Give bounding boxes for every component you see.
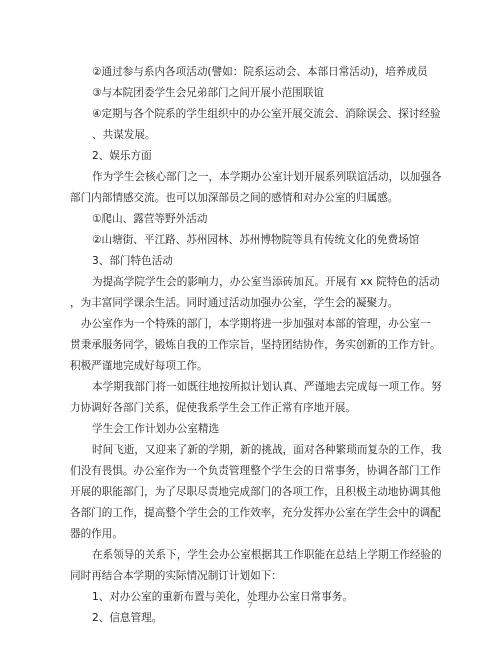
text-line: ①爬山、露营等野外活动: [92, 213, 208, 225]
text-line: 作为学生会核心部门之一，本学期办公室计划开展系列联谊活动，以加强各: [92, 171, 442, 183]
text-line: 积极严谨地完成好每项工作。: [70, 360, 208, 372]
text-line: 1、对办公室的重新布置与美化，处理办公室日常事务。: [92, 591, 353, 603]
text-line: ②山塘街、平江路、苏州园林、苏州博物院等具有传统文化的免费场馆: [92, 234, 420, 246]
text-line: 2、娱乐方面: [92, 150, 152, 162]
text-line: 部门内部情感交流。也可以加深部员之间的感情和对办公室的归属感。: [70, 192, 399, 204]
text-line: ④定期与各个院系的学生组织中的办公室开展交流会、消除误会、探讨经验: [92, 108, 441, 120]
text-line: ②通过参与系内各项活动(譬如：院系运动会、本部日常活动)，培养成员: [92, 66, 428, 78]
text-line: 同时再结合本学期的实际情况制订计划如下：: [70, 570, 282, 582]
text-line: 本学期我部门将一如既往地按所拟计划认真、严谨地去完成每一项工作。努: [92, 381, 442, 393]
text-line: 时间飞逝，又迎来了新的学期，新的挑战，面对各种繁琐而复杂的工作，我: [92, 444, 442, 456]
text-line: 器的作用。: [70, 528, 123, 540]
page-number: 7: [247, 601, 253, 610]
document-body: [70, 62, 442, 629]
text-line: 开展的职能部门，为了尽职尽责地完成部门的各项工作，且积极主动地协调其他: [70, 486, 441, 498]
text-line: 各部门的工作，提高整个学生会的工作效率，充分发挥办公室在学生会中的调配: [70, 507, 441, 519]
section-heading: 学生会工作计划办公室精选: [92, 423, 220, 435]
text-line: 们没有畏惧。办公室作为一个负责管理整个学生会的日常事务，协调各部门工作: [70, 465, 441, 477]
text-line: 、共谋发展。: [92, 129, 156, 141]
text-line: 贯秉承服务同学，锻炼自我的工作宗旨，坚持团结协作，务实创新的工作方针。: [70, 339, 441, 351]
text-line: 办公室作为一个特殊的部门，本学期将进一步加强对本部的管理，办公室一: [81, 318, 431, 330]
text-line: 在系领导的关系下，学生会办公室根据其工作职能在总结上学期工作经验的: [92, 549, 442, 561]
text-line: 为提高学院学生会的影响力，办公室当添砖加瓦。开展有 xx 院特色的活动: [92, 276, 440, 288]
text-line: 3、部门特色活动: [92, 255, 173, 267]
text-line: ，为丰富同学课余生活。同时通过活动加强办公室，学生会的凝聚力。: [70, 297, 399, 309]
text-line: ③与本院团委学生会兄弟部门之间开展小范围联谊: [92, 87, 324, 99]
text-line: 2、信息管理。: [92, 612, 163, 624]
text-line: 力协调好各部门关系，促使我系学生会工作正常有序地开展。: [70, 402, 357, 414]
